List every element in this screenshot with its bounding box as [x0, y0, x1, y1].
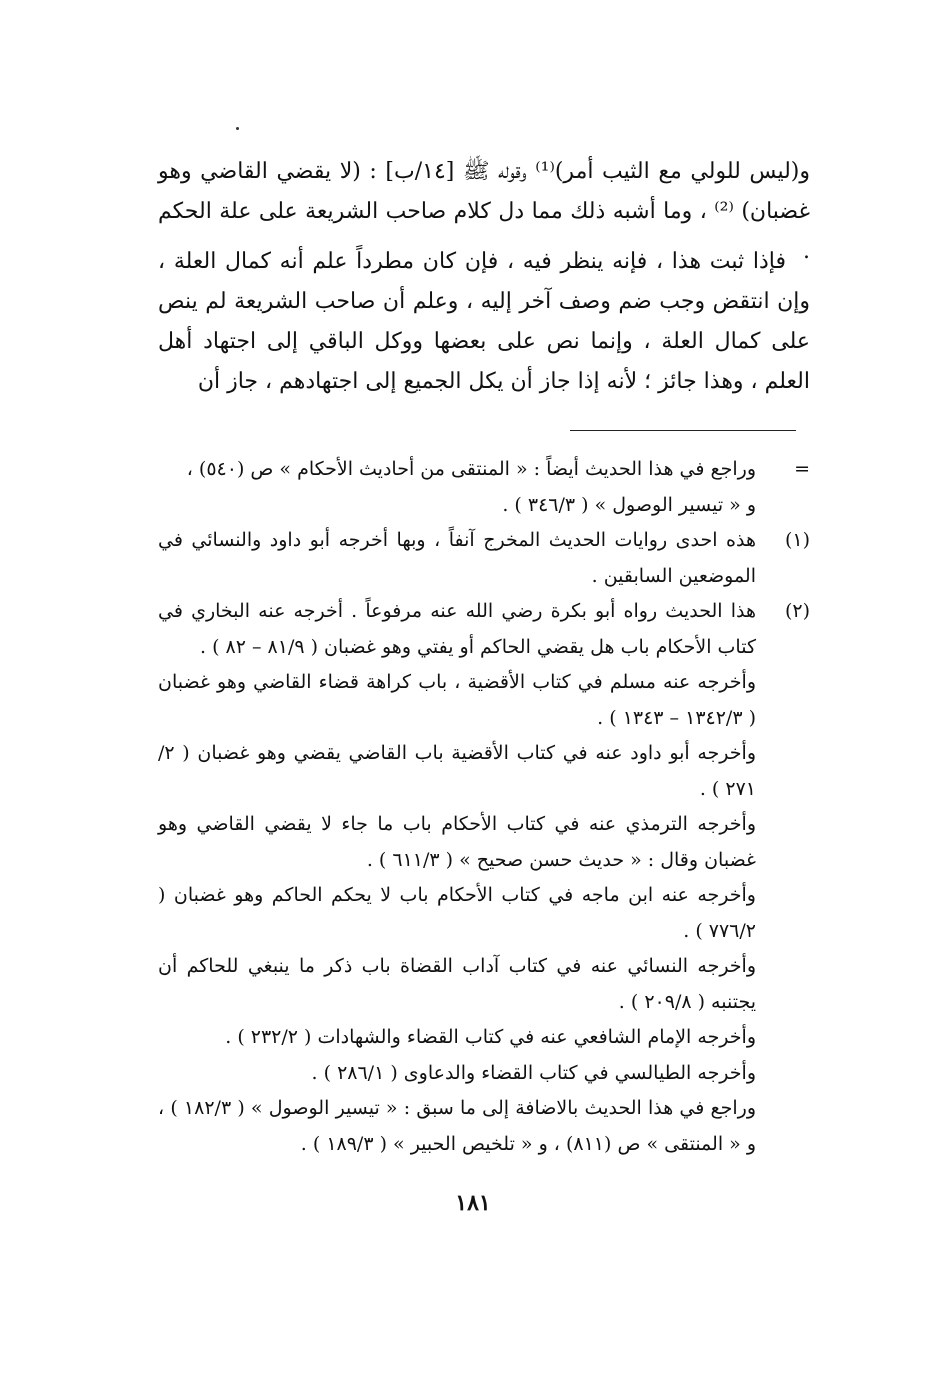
footnote-line: و « تيسير الوصول » ( ٣٤٦/٣ ) .	[502, 493, 756, 516]
footnote-continued	[158, 452, 810, 523]
footnote-line: وراجع في هذا الحديث أيضاً : « المنتقى من أحاديث الأحكام » ص (٥٤٠) ،	[186, 458, 756, 480]
paragraph-1-text: و(ليس للولي مع الثيب أمر)⁽¹⁾ وقوله ﷺ [١٤/ب] : (لا يقضي القاضي وهو غضبان) ⁽²⁾ ، وما أشبه ذلك مما دل كلام صاحب الشريعة على علة الحكم .	[158, 159, 811, 264]
paragraph-2-text: فإذا ثبت هذا ، فإنه ينظر فيه ، فإن كان مطرداً علم أنه كمال العلة ، وإن انتقض وجب ضم وصف آخر إليه ، وعلم أن صاحب الشريعة لم ينص على كمال العلة ، وإنما نص على بعضها ووكل الباقي إلى اجتهاد أهل العلم ، وهذا جائز ؛ لأنه إذا جاز أن يكل الجميع إلى اجتهادهم ، جاز أن	[158, 249, 810, 394]
footnote-line: وأخرجه عنه ابن ماجه في كتاب الأحكام باب لا يحكم الحاكم وهو غضبان ( ٧٧٦/٢ ) .	[158, 884, 756, 942]
footnote-line: وأخرجه الطيالسي في كتاب القضاء والدعاوى ( ٢٨٦/١ ) .	[311, 1061, 756, 1084]
footnote-line: هذه احدى روايات الحديث المخرج آنفاً ، وبها أخرجه أبو داود والنسائي في الموضعين السابقين .	[158, 529, 756, 587]
footnote-line: وأخرجه الإمام الشافعي عنه في كتاب القضاء والشهادات ( ٢٣٢/٢ ) .	[225, 1026, 756, 1048]
footnote-line: وراجع في هذا الحديث بالاضافة إلى ما سبق : « تيسير الوصول » ( ١٨٢/٣ ) ، و « المنتقى » ص (٨١١) ، و « تلخيص الحبير » ( ١٨٩/٣ ) .	[158, 1097, 757, 1155]
footnote-mark: =	[794, 458, 810, 480]
footnote-2	[158, 594, 810, 1162]
footnote-mark: (١)	[784, 529, 810, 551]
page-number: ١٨١	[455, 1190, 491, 1216]
footnote-mark: (٢)	[784, 600, 810, 622]
footnote-line: وأخرجه أبو داود عنه في كتاب الأقضية باب القاضي يقضي وهو غضبان ( ٢/ ٢٧١ ) .	[158, 742, 756, 800]
footnotes-section	[158, 452, 810, 1162]
footnote-separator-line	[570, 430, 796, 431]
footnote-line: وأخرجه الترمذي عنه في كتاب الأحكام باب ما جاء لا يقضي القاضي وهو غضبان وقال : « حديث حسن صحيح » ( ٦١١/٣ ) .	[158, 813, 756, 871]
footnote-line: وأخرجه النسائي عنه في كتاب آداب القضاة باب ذكر ما ينبغي للحاكم أن يجتنبه ( ٢٠٩/٨ ) .	[158, 955, 756, 1013]
footnote-line: هذا الحديث رواه أبو بكرة رضي الله عنه مرفوعاً . أخرجه عنه البخاري في كتاب الأحكام باب هل يقضي الحاكم أو يفتي وهو غضبان ( ٨١/٩ – ٨٢ ) .	[158, 600, 756, 658]
footnote-1	[158, 523, 810, 594]
footnote-line: وأخرجه عنه مسلم في كتاب الأقضية ، باب كراهة قضاء القاضي وهو غضبان ( ١٣٤٢/٣ – ١٣٤٣ ) .	[158, 671, 756, 729]
main-text-paragraph-2	[158, 242, 810, 402]
print-speck	[236, 127, 239, 130]
